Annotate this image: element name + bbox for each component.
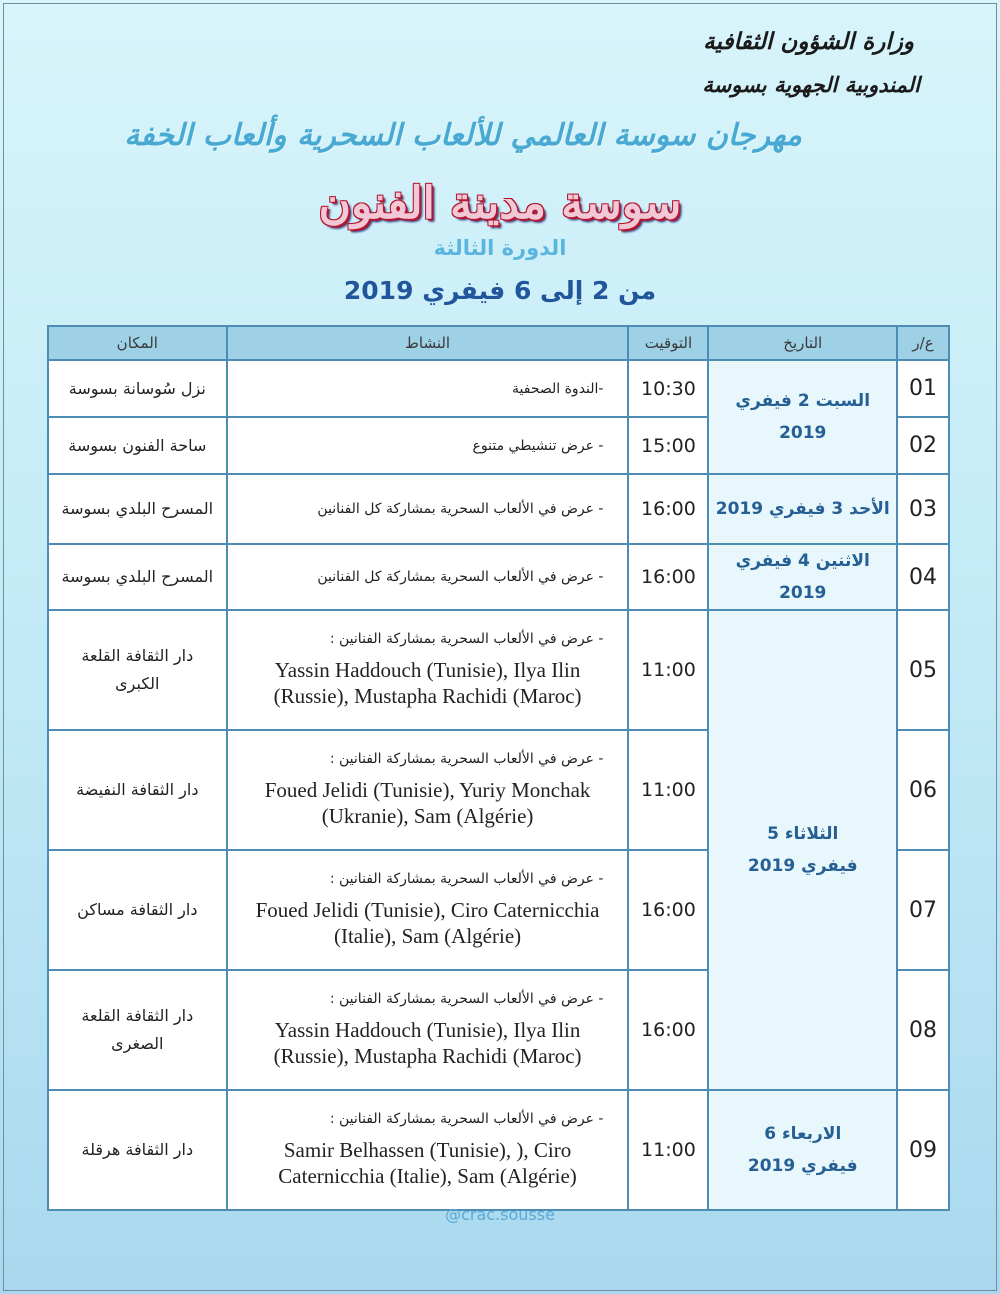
table-row [48, 474, 949, 544]
row-place: دار الثقافة القلعة الكبرى [48, 610, 227, 730]
row-num: 09 [897, 1090, 949, 1210]
row-activity [227, 730, 629, 850]
row-time: 11:00 [628, 1090, 708, 1210]
activity-text: - عرض في الألعاب السحرية بمشاركة كل الفنانين [317, 569, 604, 585]
schedule-table [47, 325, 950, 1211]
row-date [708, 1090, 897, 1210]
activity-text: - عرض في الألعاب السحرية بمشاركة الفنانين : [329, 751, 604, 767]
row-activity [227, 850, 629, 970]
social-handle: @crac.sousse [445, 1205, 555, 1224]
row-activity [227, 610, 629, 730]
table-row [48, 544, 949, 610]
row-time: 16:00 [628, 850, 708, 970]
activity-text: - عرض في الألعاب السحرية بمشاركة الفنانين : [329, 991, 604, 1007]
activity-text: - عرض في الألعاب السحرية بمشاركة الفنانين : [329, 1111, 604, 1127]
row-date: الاثنين 4 فيفري 2019 [708, 544, 897, 610]
festival-name: مهرجان سوسة العالمي للألعاب السحرية وألعاب الخفة [124, 118, 802, 153]
artists-list: Yassin Haddouch (Tunisie), Ilya Ilin (Russie), Mustapha Rachidi (Maroc) [273, 1018, 582, 1068]
row-time: 10:30 [628, 360, 708, 417]
row-activity [227, 1090, 629, 1210]
date-text: الثلاثاء 5 فيفري 2019 [747, 824, 858, 876]
row-num: 02 [897, 417, 949, 474]
artists-list: Foued Jelidi (Tunisie), Ciro Caternicchia (Italie), Sam (Algérie) [255, 898, 600, 948]
row-date [708, 610, 897, 1090]
row-activity [227, 474, 629, 544]
row-activity [227, 544, 629, 610]
table-row [48, 1090, 949, 1210]
date-text: الاربعاء 6 فيفري 2019 [747, 1124, 858, 1176]
row-place: دار الثقافة مساكن [48, 850, 227, 970]
edition-label: الدورة الثالثة [433, 236, 567, 260]
activity-text: -الندوة الصحفية [512, 380, 604, 397]
ministry-name: وزارة الشؤون الثقافية [703, 28, 914, 55]
activity-text: - عرض في الألعاب السحرية بمشاركة الفنانين : [329, 871, 604, 887]
table-row [48, 360, 949, 417]
artists-list: Yassin Haddouch (Tunisie), Ilya Ilin (Russie), Mustapha Rachidi (Maroc) [273, 658, 582, 708]
row-date: الأحد 3 فيفري 2019 [708, 474, 897, 544]
table-row [48, 610, 949, 730]
col-date: التاريخ [708, 326, 897, 360]
row-num: 01 [897, 360, 949, 417]
row-num: 05 [897, 610, 949, 730]
row-date: السبت 2 فيفري 2019 [708, 360, 897, 474]
row-activity [227, 417, 629, 474]
artists-list: Samir Belhassen (Tunisie), ), Ciro Caternicchia (Italie), Sam (Algérie) [278, 1138, 577, 1188]
row-place: دار الثقافة النفيضة [48, 730, 227, 850]
row-num: 04 [897, 544, 949, 610]
col-place: المكان [48, 326, 227, 360]
activity-text: - عرض تنشيطي متنوع [472, 437, 604, 454]
row-num: 08 [897, 970, 949, 1090]
row-time: 16:00 [628, 544, 708, 610]
table-header-row [48, 326, 949, 360]
row-time: 16:00 [628, 474, 708, 544]
festival-dates: من 2 إلى 6 فيفري 2019 [343, 276, 657, 305]
col-num: ع/ر [897, 326, 949, 360]
city-title: سوسة مدينة الفنون [318, 178, 682, 229]
artists-list: Foued Jelidi (Tunisie), Yuriy Monchak (Ukranie), Sam (Algérie) [264, 778, 591, 828]
directorate-name: المندوبية الجهوية بسوسة [702, 72, 920, 97]
row-num: 03 [897, 474, 949, 544]
col-activity: النشاط [227, 326, 629, 360]
row-activity [227, 360, 629, 417]
row-place: نزل سُوسانة بسوسة [48, 360, 227, 417]
col-time: التوقيت [628, 326, 708, 360]
row-time: 15:00 [628, 417, 708, 474]
row-place: ساحة الفنون بسوسة [48, 417, 227, 474]
row-place: دار الثقافة هرقلة [48, 1090, 227, 1210]
row-place: دار الثقافة القلعة الصغرى [48, 970, 227, 1090]
row-activity [227, 970, 629, 1090]
row-place: المسرح البلدي بسوسة [48, 544, 227, 610]
activity-text: - عرض في الألعاب السحرية بمشاركة الفنانين : [329, 631, 604, 647]
row-num: 07 [897, 850, 949, 970]
row-time: 11:00 [628, 610, 708, 730]
row-time: 11:00 [628, 730, 708, 850]
row-num: 06 [897, 730, 949, 850]
row-place: المسرح البلدي بسوسة [48, 474, 227, 544]
activity-text: - عرض في الألعاب السحرية بمشاركة كل الفنانين [317, 501, 604, 517]
row-time: 16:00 [628, 970, 708, 1090]
